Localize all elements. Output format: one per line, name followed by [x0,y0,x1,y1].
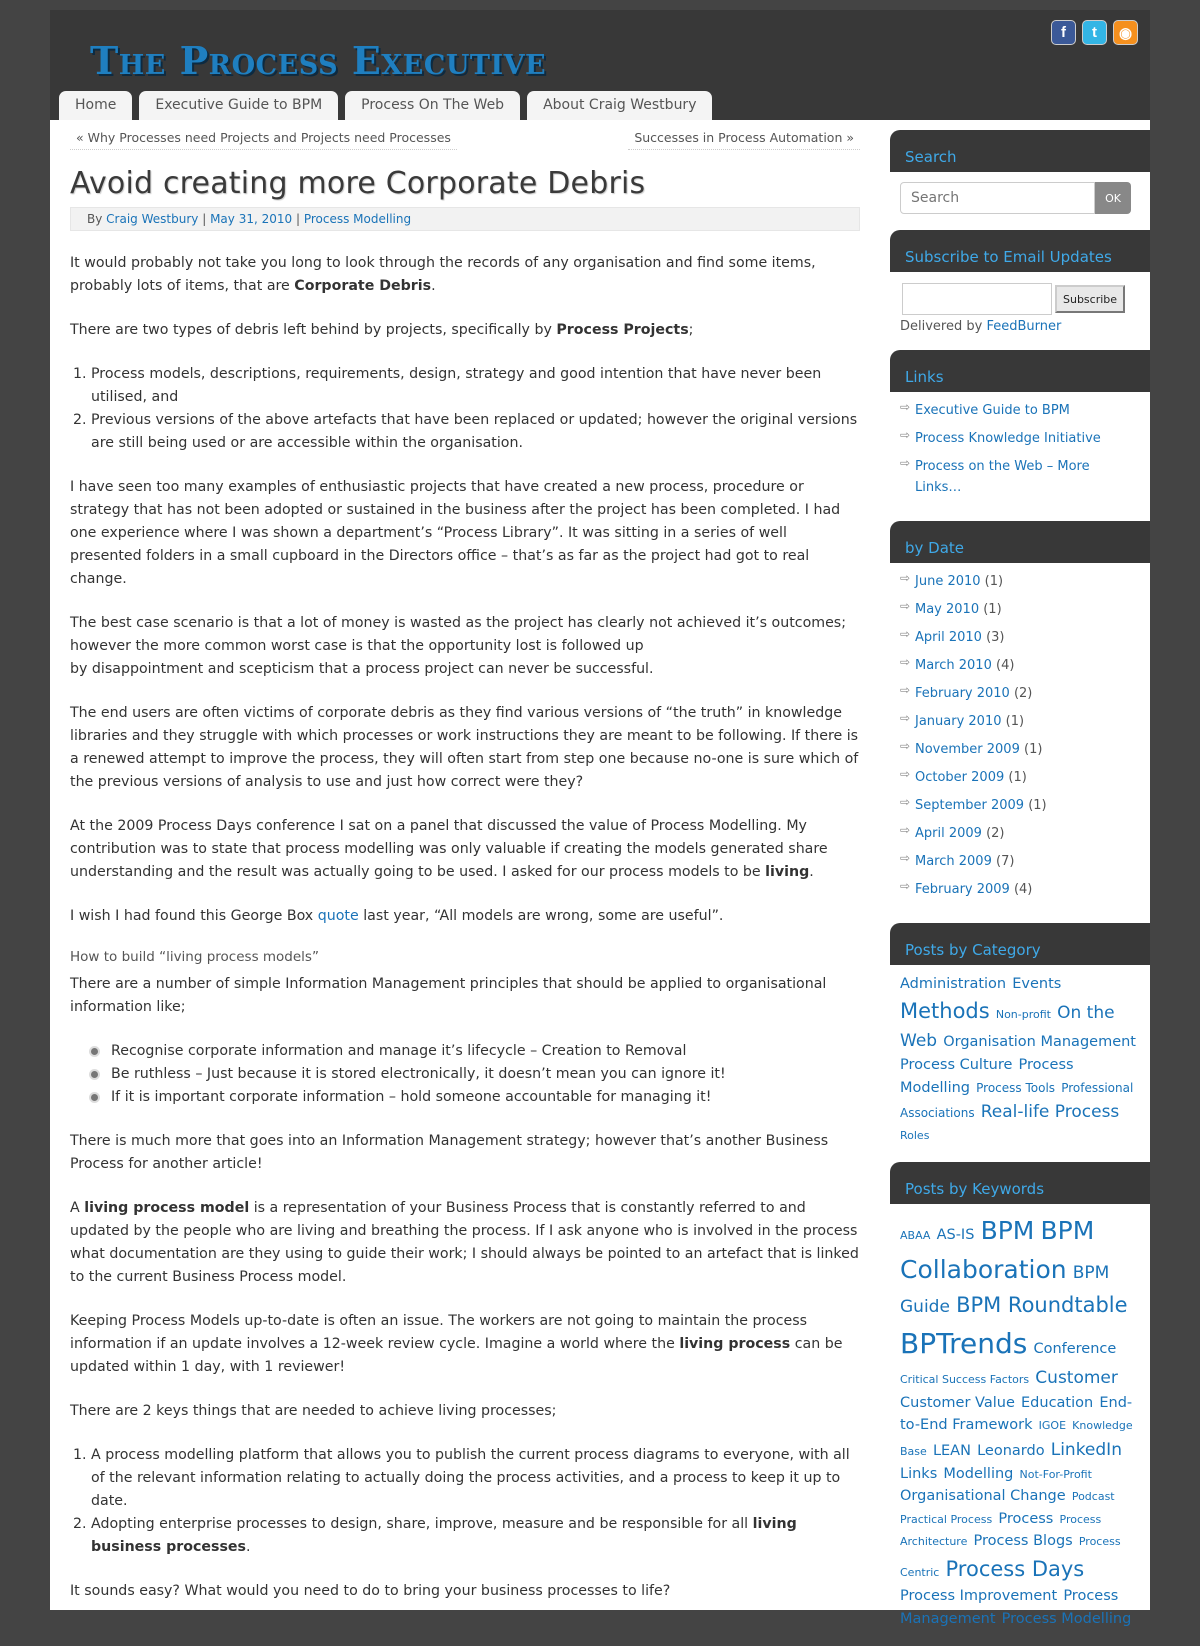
widget-title: by Date [890,521,1150,563]
archive-link[interactable]: June 2010 [915,574,981,589]
archive-link[interactable]: November 2009 [915,742,1020,757]
archive-link[interactable]: April 2010 [915,630,982,645]
list-item [900,571,1140,592]
tag-link[interactable]: Process Centric [900,1535,1121,1579]
archive-count: (4) [991,658,1015,673]
meta-separator: | [202,212,207,226]
site-title[interactable]: The Process Executive [90,38,547,83]
tag-link[interactable]: Process Improvement [900,1588,1058,1605]
subscribe-button[interactable]: Subscribe [1055,285,1125,313]
list-item: 1. Process models, descriptions, requirements, design, strategy and good intention that have never been utilised, and [91,363,860,409]
search-button[interactable]: OK [1095,182,1131,214]
twitter-icon[interactable]: t [1082,20,1107,45]
sidebar-link[interactable]: Process Knowledge Initiative [915,431,1101,446]
post-paragraph: I wish I had found this George Box quote last year, “All models are wrong, some are useful”. [70,908,724,924]
tag-link[interactable]: BPM [980,1215,1035,1245]
widget-title: Search [890,130,1150,172]
archive-link[interactable]: January 2010 [915,714,1002,729]
post-paragraph: The best case scenario is that a lot of money is wasted as the project has clearly not achieved it’s outcomes; however the more common worst case is that the opportunity lost is followed up by disappointment and scepticism that a process project can never be successful. [70,615,846,677]
tag-link[interactable]: Non-profit [995,1008,1051,1022]
keyword-cloud [890,1204,1150,1636]
tag-link[interactable]: Critical Success Factors [900,1373,1030,1387]
list-item [900,851,1140,872]
list-item [900,456,1140,498]
list-item [900,795,1140,816]
tag-link[interactable]: Process [998,1510,1054,1527]
post-paragraph: It would probably not take you long to look through the records of any organisation and find some items, probably lots of items, that are Corporate Debris. [70,255,816,294]
category-cloud [890,965,1150,1152]
nav-tab-about[interactable]: About Craig Westbury [527,91,712,120]
archive-count: (7) [991,854,1015,869]
archive-count: (1) [979,602,1002,617]
facebook-icon[interactable]: f [1051,20,1076,45]
archive-count: (1) [980,574,1004,589]
archive-link[interactable]: March 2009 [915,854,992,869]
tag-link[interactable]: Modelling [943,1465,1014,1482]
list-item [900,599,1140,620]
search-input[interactable] [900,182,1095,214]
feedburner-link[interactable]: FeedBurner [986,319,1062,334]
list-item [900,655,1140,676]
nav-tab-process-on-the-web[interactable]: Process On The Web [345,91,520,120]
archive-link[interactable]: May 2010 [915,602,980,617]
delivered-by [900,319,1140,334]
post-paragraph: At the 2009 Process Days conference I sat on a panel that discussed the value of Process Modelling. My contribution was to state that process modelling was only valuable if creating the models generated share understanding and the result was actually going to be used. I asked for our process models to be living. [70,818,828,880]
keyword-widget [890,1162,1150,1636]
widget-title: Subscribe to Email Updates [890,230,1150,272]
tag-link[interactable]: Links [900,1465,938,1482]
tag-link[interactable]: Podcast [1071,1490,1115,1504]
social-links [1051,20,1138,45]
list-item [900,428,1140,449]
tag-link[interactable]: Process Management [900,1588,1119,1627]
tag-link[interactable]: IGOE [1038,1419,1067,1433]
tag-link[interactable]: Process Days [945,1556,1085,1581]
list-item: 2. Adopting enterprise processes to design, share, improve, measure and be responsible for all living business processes. [91,1513,860,1559]
post-paragraph: There are a number of simple Information Management principles that should be applied to organisational information like; [70,976,827,1015]
numbered-list [70,1444,860,1559]
links-list [900,400,1140,498]
tag-link[interactable]: Professional Associations [900,1080,1134,1121]
rss-icon[interactable]: ◉ [1113,20,1138,45]
archive-count: (1) [1001,714,1025,729]
site-header [50,10,1150,120]
tag-link[interactable]: Practical Process [900,1512,993,1526]
tag-link[interactable]: Real-life Process [980,1102,1120,1123]
bullet-list [70,1040,860,1109]
tag-link[interactable]: AS-IS [936,1226,975,1243]
post-paragraph: I have seen too many examples of enthusiastic projects that have created a new process, procedure or strategy that has not been adopted or sustained in the business after the project has been completed. I had one experience where I was shown a department’s “Process Library”. It was sitting in a series of well presented folders in a small cupboard in the Directors office – that’s as far as the project had got to real change. [70,479,841,587]
archive-list [900,571,1140,900]
tag-link[interactable]: Organisational Change [900,1488,1066,1505]
post-paragraph: There are 2 keys things that are needed to achieve living processes; [70,1403,557,1419]
subscribe-widget [890,230,1150,340]
tag-link[interactable]: BPTrends [900,1326,1028,1360]
tag-link[interactable]: End-to-End Framework [900,1394,1133,1434]
tag-link[interactable]: Knowledge Base [900,1419,1133,1458]
post-paragraph: A living process model is a representation of your Business Process that is constantly referred to and updated by the people who are living and breathing the process. If I ask anyone who is involved in the process what documentation are they using to guide their work; I should always be pointed to an artefact that is linked to the current Business Process model. [70,1200,859,1285]
tag-link[interactable]: Customer [1035,1368,1118,1389]
post-meta [70,207,860,231]
list-item [900,879,1140,900]
tag-link[interactable]: Conference [1033,1340,1117,1357]
tag-link[interactable]: BPM Collaboration [900,1215,1095,1284]
tag-link[interactable]: LinkedIn [1050,1439,1122,1460]
links-widget [890,350,1150,511]
archive-link[interactable]: February 2010 [915,686,1010,701]
tag-link[interactable]: Process Blogs [973,1533,1073,1550]
archive-link[interactable]: April 2009 [915,826,982,841]
tag-link[interactable]: Process Modelling [900,1057,1074,1096]
tag-link[interactable]: Not-For-Profit [1019,1467,1092,1481]
tag-link[interactable]: Process Culture [900,1057,1013,1074]
meta-by: By [87,212,103,226]
archive-link[interactable]: October 2009 [915,770,1005,785]
sidebar [890,130,1150,1646]
list-item [900,711,1140,732]
tag-link[interactable]: Customer Value [900,1394,1015,1411]
post-navigation [70,130,860,150]
list-item: 2. Previous versions of the above artefacts that have been replaced or updated; however the original versions are still being used or are accessible within the organisation. [91,409,860,455]
archive-count: (1) [1024,798,1047,813]
category-widget [890,923,1150,1152]
post-paragraph: Keeping Process Models up-to-date is often an issue. The workers are not going to maintain the process information if an update involves a 12-week review cycle. Imagine a world where the living process can be updated within 1 day, with 1 reviewer! [70,1313,843,1375]
post-paragraph: There are two types of debris left behind by projects, specifically by Process Projects; [70,322,694,338]
tag-link[interactable]: Process Architecture [900,1512,1102,1549]
tag-link[interactable]: Process Modelling [1001,1610,1132,1627]
list-item: If it is important corporate information – hold someone accountable for managing it! [91,1086,860,1109]
tag-link[interactable]: Education [1021,1394,1094,1411]
delivered-by-label: Delivered by [900,319,983,334]
tag-link[interactable]: Events [1012,976,1062,992]
list-item: Recognise corporate information and manage it’s lifecycle – Creation to Removal [91,1040,860,1063]
date-link[interactable]: May 31, 2010 [210,212,293,226]
post-paragraph: The end users are often victims of corporate debris as they find various versions of “the truth” in knowledge libraries and they struggle with which processes or work instructions they are meant to be following. If there is a renewed attempt to improve the process, they will often start from step one because no-one is sure which of the previous versions of analysis to use and just how correct were they? [70,705,859,790]
list-item [900,683,1140,704]
archive-count: (1) [1004,770,1027,785]
tag-link[interactable]: On the Web [900,1003,1115,1052]
archive-link[interactable]: February 2009 [915,882,1010,897]
post-paragraph: It sounds easy? What would you need to do to bring your business processes to life? [70,1583,671,1599]
tag-link[interactable]: Roles [900,1128,930,1142]
widget-title: Links [890,350,1150,392]
tag-link[interactable]: Administration [900,976,1007,992]
next-post-link[interactable]: Successes in Process Automation » [628,130,860,150]
author-link[interactable]: Craig Westbury [106,212,199,226]
sidebar-link[interactable]: Executive Guide to BPM [915,403,1070,418]
tag-link[interactable]: BPM Roundtable [956,1293,1128,1318]
email-field[interactable] [902,283,1052,315]
tag-link[interactable]: Leonardo [977,1442,1045,1459]
meta-separator: | [295,212,301,226]
previous-post-link[interactable]: « Why Processes need Projects and Projects need Processes [70,130,457,150]
widget-title: Posts by Keywords [890,1162,1150,1204]
list-item [900,627,1140,648]
list-item: 1. A process modelling platform that allows you to publish the current process diagrams to everyone, with all of the relevant information relating to actually doing the process activities, and a process to keep it up to date. [91,1444,860,1513]
tag-link[interactable]: Organisation Management [943,1034,1136,1051]
category-link[interactable]: Process Modelling [303,212,412,226]
post-body [70,252,860,1603]
archive-count: (4) [1009,882,1033,897]
list-item [900,739,1140,760]
archive-link[interactable]: March 2010 [915,658,992,673]
tag-link[interactable]: ABAA [900,1228,931,1242]
list-item [900,767,1140,788]
main-content [70,130,860,1603]
post-title: Avoid creating more Corporate Debris [70,166,646,201]
archive-link[interactable]: September 2009 [915,798,1025,813]
archive-count: (3) [981,630,1005,645]
post-subheading: How to build “living process models” [70,949,319,965]
tag-link[interactable]: Process Tools [976,1080,1056,1095]
list-item [900,400,1140,421]
tag-link[interactable]: Methods [900,999,990,1024]
tag-link[interactable]: LEAN [932,1442,971,1459]
page-wrapper [50,10,1150,1627]
search-widget [890,130,1150,220]
post-paragraph: There is much more that goes into an Information Management strategy; however that’s another Business Process for another article! [70,1133,829,1172]
widget-title: Posts by Category [890,923,1150,965]
archive-widget [890,521,1150,913]
main-nav [59,91,712,120]
archive-count: (1) [1019,742,1043,757]
sidebar-link[interactable]: Process on the Web – More Links… [915,459,1090,495]
quote-link[interactable]: quote [317,908,359,924]
nav-tab-home[interactable]: Home [59,91,132,120]
archive-count: (2) [1009,686,1033,701]
tag-link[interactable]: BPM Guide [900,1262,1110,1318]
list-item [900,823,1140,844]
nav-tab-executive-guide[interactable]: Executive Guide to BPM [139,91,338,120]
archive-count: (2) [981,826,1005,841]
numbered-list [70,363,860,455]
list-item: Be ruthless – Just because it is stored electronically, it doesn’t mean you can ignore it! [91,1063,860,1086]
